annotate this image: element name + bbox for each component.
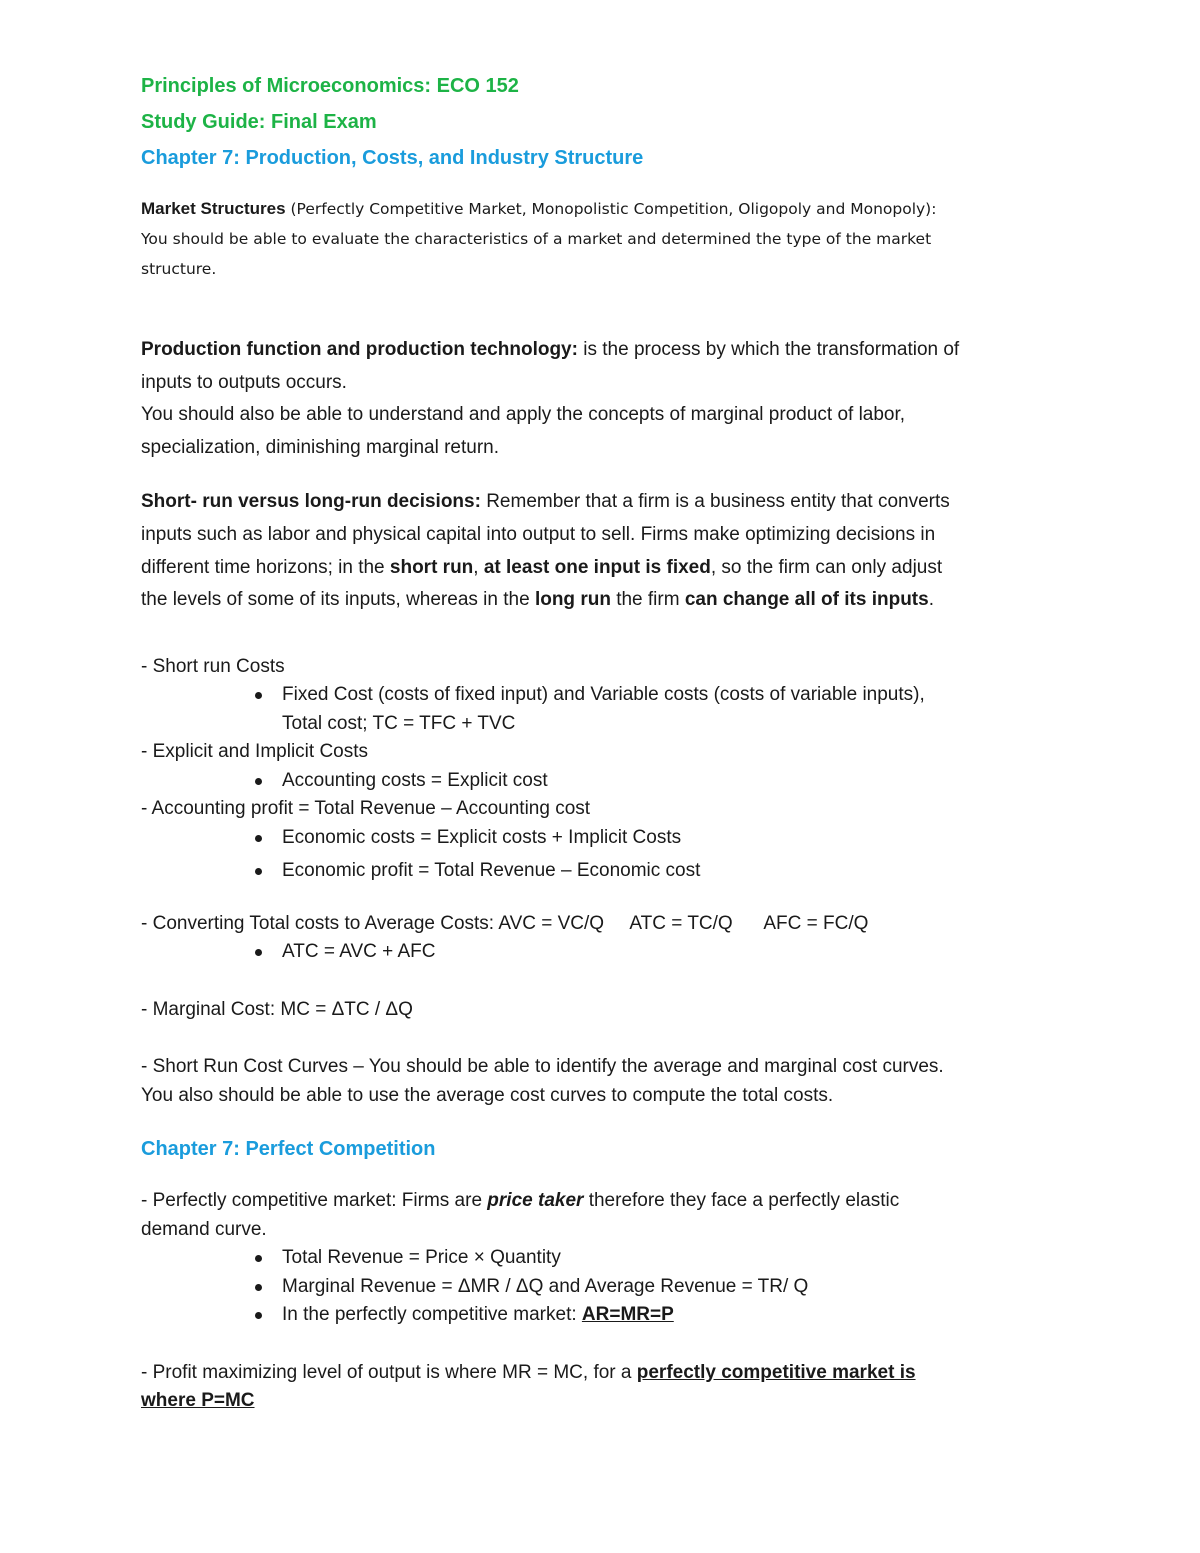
pc-line2: demand curve. xyxy=(141,1218,267,1240)
pc-line1 xyxy=(141,1187,1071,1216)
fixed-cost-item: Fixed Cost (costs of fixed input) and Variable costs (costs of variable inputs), xyxy=(141,681,1071,710)
input-fixed-emphasis: at least one input is fixed xyxy=(483,556,711,578)
cost-curves-line2: You also should be able to use the average cost curves to compute the total costs. xyxy=(141,1084,834,1106)
converting-costs: - Converting Total costs to Average Costs: AVC = VC/Q ATC = TC/Q AFC = FC/Q xyxy=(141,912,869,934)
short-long-text4a: the levels of some of its inputs, whereas in the xyxy=(141,589,535,611)
pc-text1c: therefore they face a perfectly elastic xyxy=(583,1190,900,1212)
page-content xyxy=(141,66,1071,1416)
short-long-run-section xyxy=(141,486,1071,616)
pc-text1a: - Perfectly competitive market: Firms are xyxy=(141,1190,488,1212)
market-structures-line1 xyxy=(141,194,1071,224)
market-structures-section xyxy=(141,194,1071,284)
profit-max-text1a: - Profit maximizing level of output is where MR = MC, for a xyxy=(141,1361,637,1383)
marginal-revenue-item: Marginal Revenue = ΔMR / ΔQ and Average Revenue = TR/ Q xyxy=(141,1273,1071,1302)
short-long-line2: inputs such as labor and physical capital into output to sell. Firms make optimizing decisions in xyxy=(141,523,936,545)
production-line3: You should also be able to understand and apply the concepts of marginal product of labor, xyxy=(141,404,906,426)
production-line2: inputs to outputs occurs. xyxy=(141,371,347,393)
profit-max-line2 xyxy=(141,1387,1071,1416)
long-run-emphasis: long run xyxy=(534,589,611,611)
cost-curves-line1: - Short Run Cost Curves – You should be able to identify the average and marginal cost curves. xyxy=(141,1056,944,1078)
production-line4: specialization, diminishing marginal return. xyxy=(141,436,500,458)
economic-profit-item: Economic profit = Total Revenue – Economic cost xyxy=(141,857,1071,886)
production-section xyxy=(141,334,1071,464)
short-long-text3e: , so the firm can only adjust xyxy=(710,556,943,578)
short-long-text4c: the firm xyxy=(610,589,685,611)
short-long-line1 xyxy=(141,486,1071,519)
cost-list-section xyxy=(141,653,1071,1111)
guide-title: Study Guide: Final Exam xyxy=(141,111,377,133)
accounting-costs-item: Accounting costs = Explicit cost xyxy=(141,767,1071,796)
short-long-line4 xyxy=(141,584,1071,617)
ar-mr-p-item xyxy=(141,1301,1071,1330)
short-run-costs: - Short run Costs xyxy=(141,655,285,677)
accounting-profit: - Accounting profit = Total Revenue – Accounting cost xyxy=(141,798,591,820)
change-inputs-emphasis: can change all of its inputs xyxy=(684,589,929,611)
production-line1 xyxy=(141,334,1071,367)
ar-mr-p-emphasis: AR=MR=P xyxy=(581,1304,674,1326)
chapter-title: Chapter 7: Production, Costs, and Industry Structure xyxy=(141,147,644,169)
economic-costs-item: Economic costs = Explicit costs + Implicit Costs xyxy=(141,824,1071,853)
production-term: Production function and production technology: xyxy=(141,339,578,360)
marginal-cost: - Marginal Cost: MC = ΔTC / ΔQ xyxy=(141,998,413,1020)
profit-max-emphasis1: perfectly competitive market is xyxy=(636,1361,916,1383)
short-long-text4e: . xyxy=(928,589,934,611)
ar-mr-p-lead: In the perfectly competitive market: xyxy=(282,1304,582,1326)
total-cost-item: Total cost; TC = TFC + TVC xyxy=(282,712,516,734)
short-long-term: Short- run versus long-run decisions: xyxy=(141,491,481,513)
short-run-emphasis: short run xyxy=(389,556,474,578)
short-long-line3 xyxy=(141,552,1071,585)
course-title: Principles of Microeconomics: ECO 152 xyxy=(141,75,519,97)
short-long-text3a: different time horizons; in the xyxy=(141,556,390,578)
price-taker-emphasis: price taker xyxy=(487,1190,584,1212)
profit-max-line1 xyxy=(141,1359,1071,1388)
market-structures-line2: You should be able to evaluate the characteristics of a market and determined the type of the market xyxy=(141,230,932,248)
explicit-implicit-costs: - Explicit and Implicit Costs xyxy=(141,741,369,763)
short-long-text3c: , xyxy=(473,556,484,578)
perfect-competition-title: Chapter 7: Perfect Competition xyxy=(141,1138,436,1161)
profit-max-emphasis2: where P=MC xyxy=(141,1390,255,1412)
market-structures-line3: structure. xyxy=(141,260,217,278)
perfect-competition-section xyxy=(141,1187,1071,1416)
market-structures-term: Market Structures xyxy=(141,199,286,218)
short-long-text1: Remember that a firm is a business entity that converts xyxy=(480,491,950,513)
total-revenue-item: Total Revenue = Price × Quantity xyxy=(141,1244,1071,1273)
production-def1: is the process by which the transformation of xyxy=(577,339,960,360)
atc-item: ATC = AVC + AFC xyxy=(141,938,1071,967)
market-structures-parenthetical: (Perfectly Competitive Market, Monopolistic Competition, Oligopoly and Monopoly): xyxy=(285,200,937,218)
